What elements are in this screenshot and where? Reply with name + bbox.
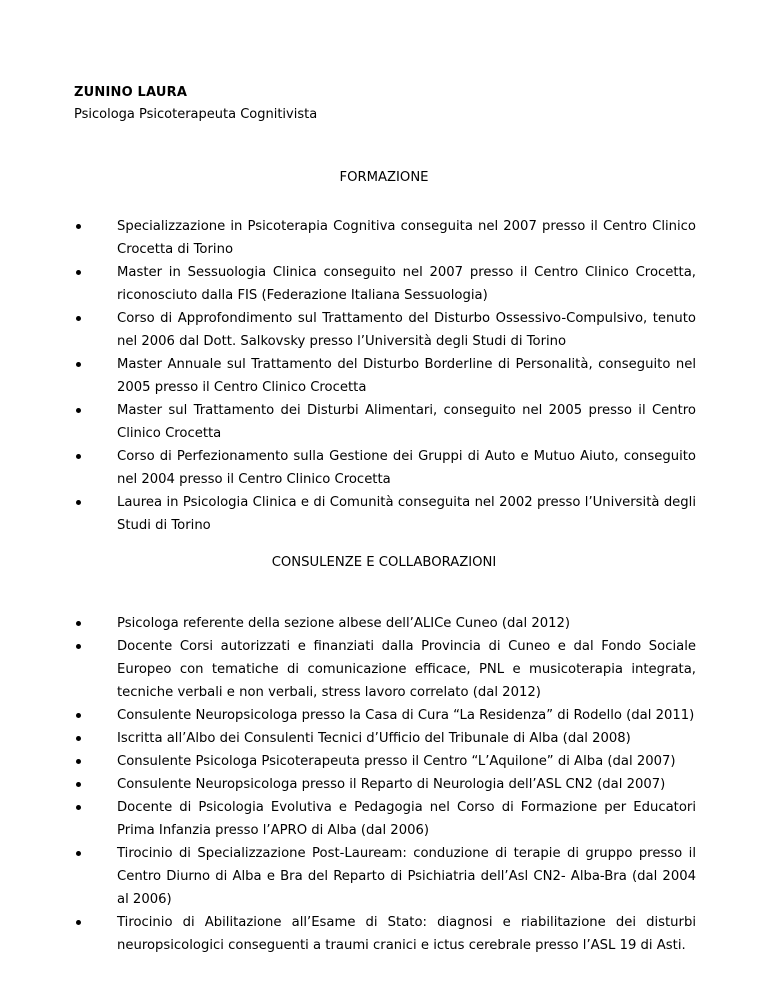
bullet-icon [76, 736, 81, 741]
bullet-icon [76, 713, 81, 718]
list-item [74, 445, 696, 491]
list-item-text: Psicologa referente della sezione albese dell’ALICe Cuneo (dal 2012) [117, 616, 571, 631]
list-item [74, 261, 696, 307]
consulenze-list [74, 612, 696, 957]
section-title-consulenze: CONSULENZE E COLLABORAZIONI [271, 555, 497, 570]
list-item [74, 353, 696, 399]
list-item-text: Specializzazione in Psicoterapia Cognitiva conseguita nel 2007 presso il Centro Clinico Crocetta di Torino [117, 219, 696, 257]
bullet-icon [76, 500, 81, 505]
list-item-text: Master sul Trattamento dei Disturbi Alimentari, conseguito nel 2005 presso il Centro Clinico Crocetta [117, 403, 696, 441]
bullet-icon [76, 851, 81, 856]
list-item [74, 635, 696, 704]
bullet-icon [76, 782, 81, 787]
list-item-text: Tirocinio di Specializzazione Post-Lauream: conduzione di terapie di gruppo presso il Centro Diurno di Alba e Bra del Reparto di Psichiatria dell’Asl CN2- Alba-Bra (dal 2004 al 2006) [117, 846, 696, 907]
list-item-text: Tirocinio di Abilitazione all’Esame di Stato: diagnosi e riabilitazione dei disturbi neuropsicologici conseguenti a traumi cranici e ictus cerebrale presso l’ASL 19 di Asti. [117, 915, 696, 953]
list-item-text: Iscritta all’Albo dei Consulenti Tecnici d’Ufficio del Tribunale di Alba (dal 2008) [117, 731, 631, 746]
list-item-text: Docente di Psicologia Evolutiva e Pedagogia nel Corso di Formazione per Educatori Prima Infanzia presso l’APRO di Alba (dal 2006) [117, 800, 696, 838]
list-item [74, 773, 696, 796]
bullet-icon [76, 920, 81, 925]
list-item-text: Docente Corsi autorizzati e finanziati dalla Provincia di Cuneo e dal Fondo Sociale Europeo con tematiche di comunicazione efficace, PNL e musicoterapia integrata, tecniche verbali e non verbali, stress lavoro correlato (dal 2012) [117, 639, 696, 700]
list-item [74, 911, 696, 957]
list-item [74, 612, 696, 635]
list-item [74, 842, 696, 911]
list-item-text: Consulente Psicologa Psicoterapeuta presso il Centro “L’Aquilone” di Alba (dal 2007) [117, 754, 676, 769]
bullet-icon [76, 270, 81, 275]
bullet-icon [76, 644, 81, 649]
list-item [74, 727, 696, 750]
bullet-icon [76, 805, 81, 810]
formazione-list [74, 215, 696, 537]
list-item [74, 215, 696, 261]
list-item-text: Laurea in Psicologia Clinica e di Comunità conseguita nel 2002 presso l’Università degli Studi di Torino [117, 495, 696, 533]
list-item [74, 307, 696, 353]
list-item [74, 704, 696, 727]
bullet-icon [76, 316, 81, 321]
bullet-icon [76, 621, 81, 626]
list-item [74, 399, 696, 445]
bullet-icon [76, 408, 81, 413]
list-item [74, 750, 696, 773]
section-title-formazione: FORMAZIONE [339, 170, 429, 185]
list-item [74, 491, 696, 537]
list-item-text: Consulente Neuropsicologa presso il Reparto di Neurologia dell’ASL CN2 (dal 2007) [117, 777, 666, 792]
author-name: ZUNINO LAURA [74, 85, 188, 100]
list-item-text: Master Annuale sul Trattamento del Disturbo Borderline di Personalità, conseguito nel 2005 presso il Centro Clinico Crocetta [117, 357, 696, 395]
list-item [74, 796, 696, 842]
author-title: Psicologa Psicoterapeuta Cognitivista [74, 107, 318, 122]
bullet-icon [76, 362, 81, 367]
list-item-text: Consulente Neuropsicologa presso la Casa di Cura “La Residenza” di Rodello (dal 2011) [117, 708, 695, 723]
list-item-text: Corso di Approfondimento sul Trattamento del Disturbo Ossessivo-Compulsivo, tenuto nel 2006 dal Dott. Salkovsky presso l’Università degli Studi di Torino [117, 311, 696, 349]
list-item-text: Corso di Perfezionamento sulla Gestione dei Gruppi di Auto e Mutuo Aiuto, conseguito nel 2004 presso il Centro Clinico Crocetta [117, 449, 696, 487]
bullet-icon [76, 224, 81, 229]
bullet-icon [76, 759, 81, 764]
list-item-text: Master in Sessuologia Clinica conseguito nel 2007 presso il Centro Clinico Crocetta, riconosciuto dalla FIS (Federazione Italiana Sessuologia) [117, 265, 696, 303]
bullet-icon [76, 454, 81, 459]
